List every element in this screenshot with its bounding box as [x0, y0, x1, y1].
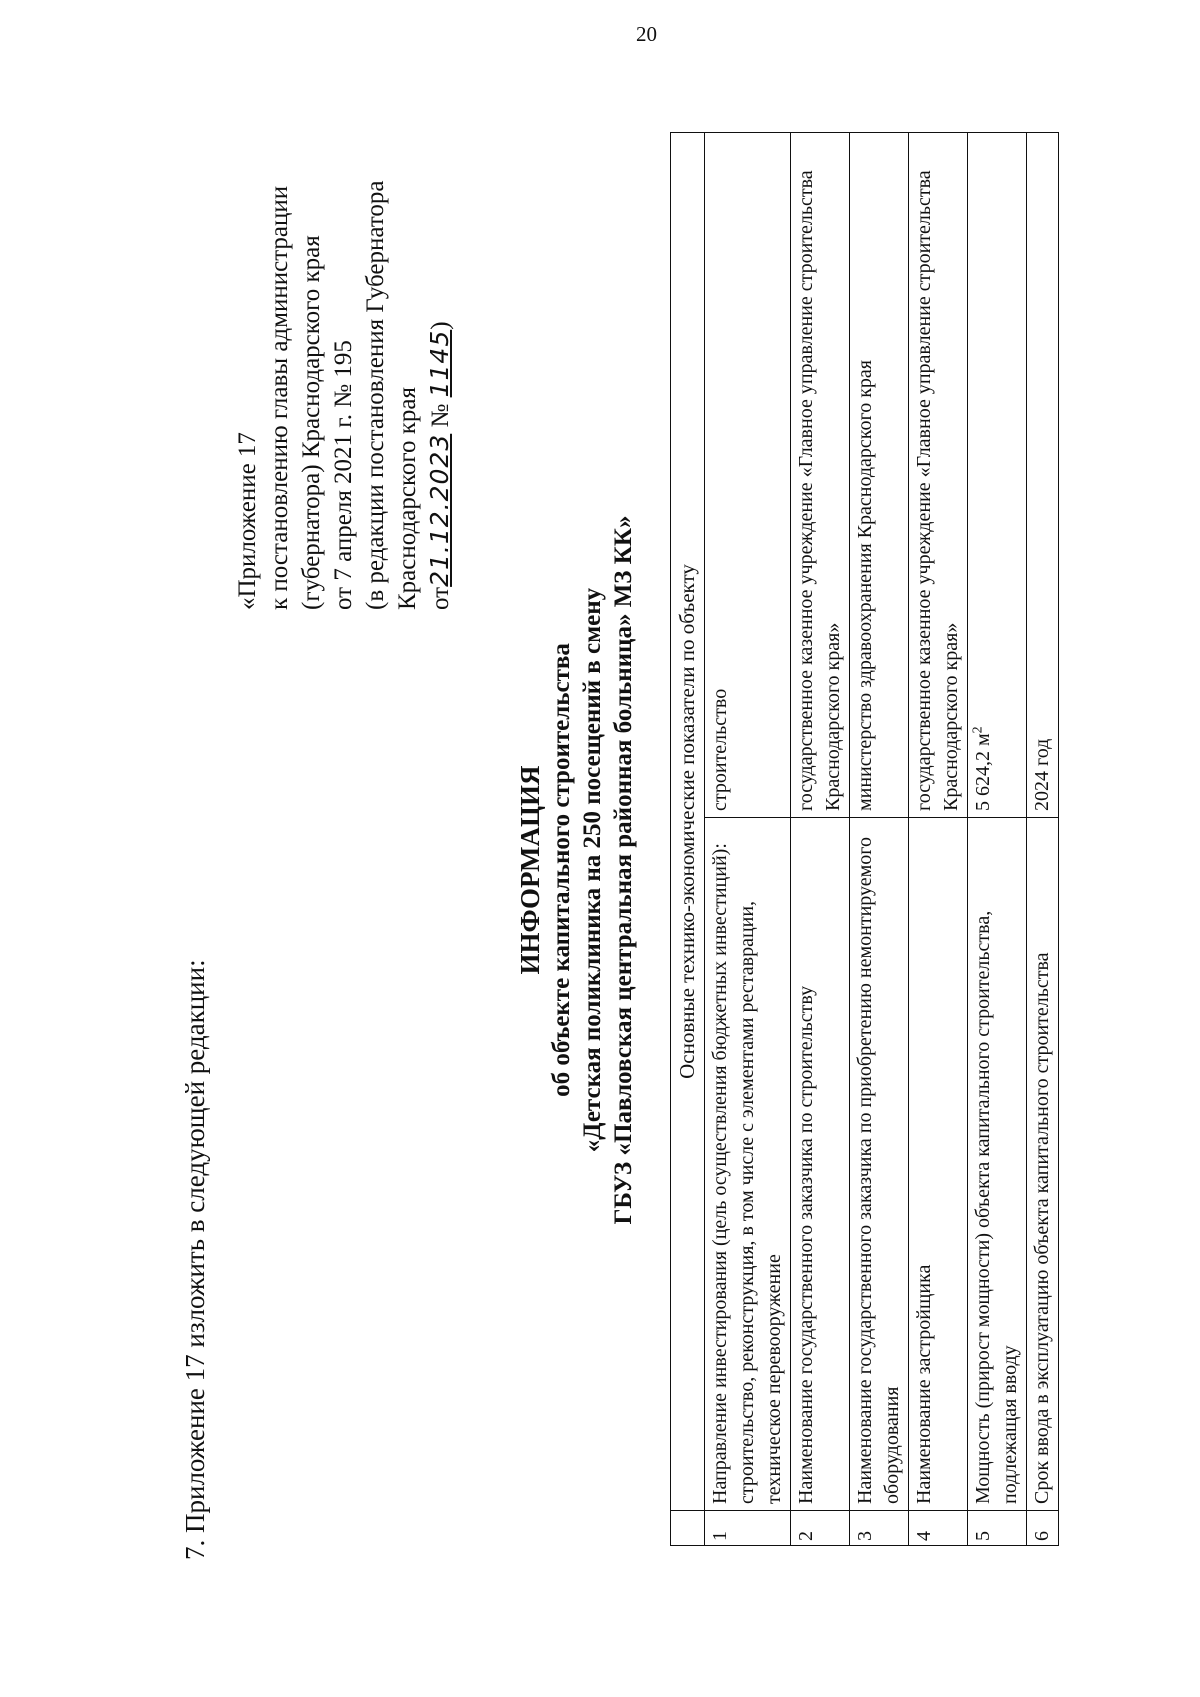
- approval-line: от 7 апреля 2021 г. № 195: [330, 340, 357, 610]
- approval-date-line: [424, 130, 457, 610]
- row-label: Срок ввода в эксплуатацию объекта капитального строительства: [1027, 818, 1059, 1511]
- rotated-sheet: [150, 120, 1190, 1620]
- title-subline: ГБУЗ «Павловская центральная районная больница» МЗ КК»: [610, 515, 637, 1225]
- row-value: государственное казенное учреждение «Главное управление строительства Краснодарского края»: [909, 133, 968, 818]
- row-value: 2024 год: [1027, 133, 1059, 818]
- approval-line: (в редакции постановления Губернатора: [362, 180, 389, 610]
- approval-stamp-block: [232, 130, 457, 610]
- table-row: [850, 133, 909, 1546]
- row-label: Наименование государственного заказчика по приобретению немонтируемого оборудования: [850, 818, 909, 1511]
- closing-paren: ): [427, 321, 454, 330]
- number-prefix: №: [427, 403, 454, 428]
- title-subline: об объекте капитального строительства: [548, 643, 575, 1097]
- table-header: Основные технико-экономические показатели по объекту: [671, 133, 705, 1511]
- document-title: ИНФОРМАЦИЯ: [515, 765, 545, 975]
- handwritten-date: 21.12.2023: [425, 433, 454, 587]
- indicators-table: [670, 132, 1059, 1546]
- row-label: Мощность (прирост мощности) объекта капитального строительства, подлежащая вводу: [968, 818, 1027, 1511]
- row-number: 4: [909, 1511, 968, 1546]
- row-value: государственное казенное учреждение «Главное управление строительства Краснодарского края»: [791, 133, 850, 818]
- row-number: 6: [1027, 1511, 1059, 1546]
- superscript-exponent: 2: [970, 726, 986, 734]
- table-header-row: [671, 133, 705, 1546]
- header-number-cell: [671, 1511, 705, 1546]
- document-title-block: [515, 120, 639, 1620]
- table-row: [968, 133, 1027, 1546]
- title-subline: «Детская поликлиника на 250 посещений в смену: [579, 587, 606, 1153]
- table-row: [1027, 133, 1059, 1546]
- handwritten-number: 1145: [425, 329, 454, 398]
- row-value: министерство здравоохранения Краснодарского края: [850, 133, 909, 818]
- date-prefix: от: [427, 586, 454, 610]
- approval-line: «Приложение 17: [234, 432, 261, 610]
- table-row: [705, 133, 791, 1546]
- table-row: [909, 133, 968, 1546]
- row-number: 1: [705, 1511, 791, 1546]
- intro-text: 7. Приложение 17 изложить в следующей редакции:: [180, 959, 210, 1560]
- row-number: 3: [850, 1511, 909, 1546]
- row-value-cell: [968, 133, 1027, 818]
- row-number: 5: [968, 1511, 1027, 1546]
- approval-line: к постановлению главы администрации: [266, 185, 293, 610]
- row-value: 5 624,2 м: [972, 733, 994, 811]
- row-label: Направление инвестирования (цель осуществления бюджетных инвестиций): строительство, реконструкция, в том числе с элементами реставрации, техническое перевооружение: [705, 818, 791, 1511]
- approval-line: Краснодарского края: [394, 387, 421, 610]
- row-label: Наименование государственного заказчика по строительству: [791, 818, 850, 1511]
- row-number: 2: [791, 1511, 850, 1546]
- table-row: [791, 133, 850, 1546]
- row-label: Наименование застройщика: [909, 818, 968, 1511]
- page-number: 20: [636, 22, 657, 46]
- approval-line: (губернатора) Краснодарского края: [298, 235, 325, 610]
- row-value: строительство: [705, 133, 791, 818]
